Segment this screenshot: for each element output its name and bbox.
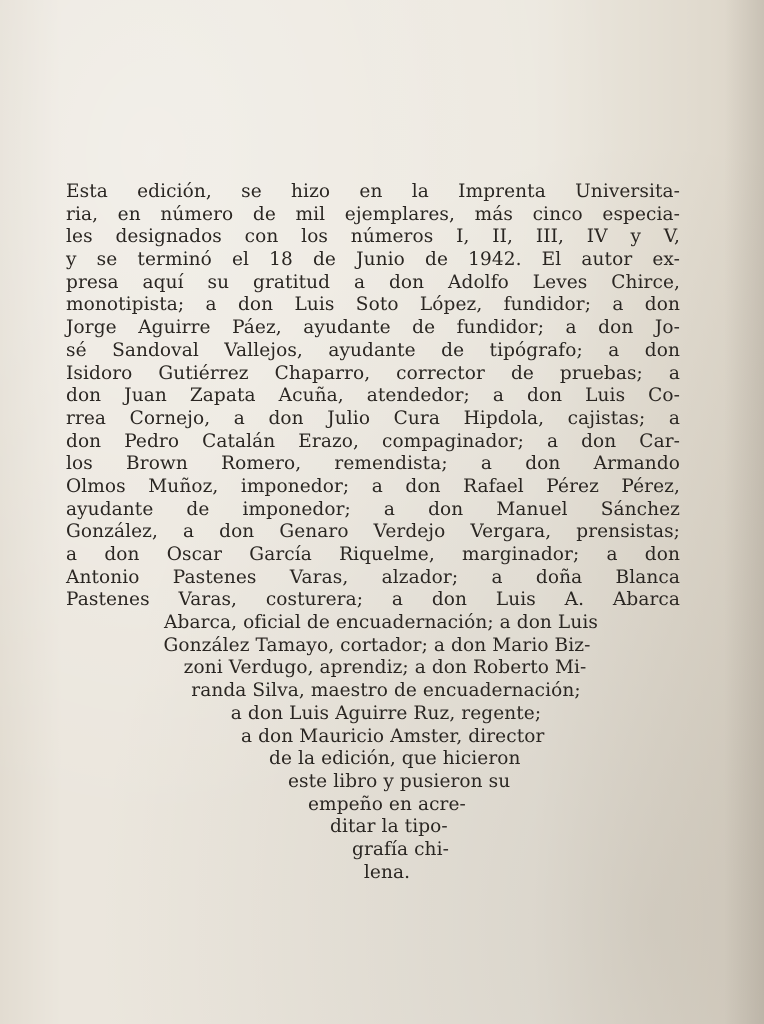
colophon-line: sé Sandoval Vallejos, ayudante de tipógrafo; a don	[66, 339, 680, 361]
colophon-line: ria, en número de mil ejemplares, más cinco especia-	[66, 203, 680, 225]
colophon-line: los Brown Romero, remendista; a don Armando	[66, 453, 680, 475]
colophon-line: de la edición, que hicieron	[269, 748, 521, 770]
colophon-line: a don Luis Aguirre Ruz, regente;	[230, 702, 542, 724]
colophon-line: empeño en acre-	[308, 793, 466, 815]
colophon-line: grafía chi-	[352, 838, 449, 860]
page-gutter-shadow	[724, 0, 764, 1024]
colophon-line: Antonio Pastenes Varas, alzador; a doña Blanca	[66, 566, 680, 588]
colophon-line: este libro y pusieron su	[288, 770, 511, 792]
colophon-line: presa aquí su gratitud a don Adolfo Leves Chirce,	[66, 271, 680, 293]
colophon-line: Pastenes Varas, costurera; a don Luis A. Abarca	[66, 589, 680, 611]
colophon-line: a don Oscar García Riquelme, marginador; a don	[66, 544, 680, 565]
colophon-line: don Pedro Catalán Erazo, compaginador; a don Car-	[66, 430, 680, 452]
colophon-line: Esta edición, se hizo en la Imprenta Universita-	[66, 181, 680, 202]
colophon-line: Abarca, oficial de encuadernación; a don Luis	[164, 612, 598, 634]
colophon-line: ditar la tipo-	[330, 816, 448, 838]
colophon-line: González, a don Genaro Verdejo Vergara, prensistas;	[66, 521, 680, 543]
colophon-line: a don Mauricio Amster, director	[241, 725, 545, 747]
colophon-text-block	[66, 181, 680, 884]
colophon-line: lena.	[363, 861, 411, 883]
colophon-line: Jorge Aguirre Páez, ayudante de fundidor; a don Jo-	[66, 317, 680, 339]
colophon-line: Isidoro Gutiérrez Chaparro, corrector de pruebas; a	[66, 362, 680, 384]
colophon-line: randa Silva, maestro de encuadernación;	[191, 680, 581, 702]
colophon-line: ayudante de imponedor; a don Manuel Sánchez	[66, 498, 680, 520]
colophon-line: les designados con los números I, II, III, IV y V,	[66, 226, 680, 248]
colophon-line: zoni Verdugo, aprendiz; a don Roberto Mi-	[183, 657, 587, 679]
colophon-line: rrea Cornejo, a don Julio Cura Hipdola, cajistas; a	[66, 407, 680, 429]
colophon-line: don Juan Zapata Acuña, atendedor; a don Luis Co-	[66, 385, 680, 407]
colophon-line: González Tamayo, cortador; a don Mario Biz-	[163, 634, 591, 656]
colophon-line: Olmos Muñoz, imponedor; a don Rafael Pérez Pérez,	[66, 475, 680, 497]
colophon-line: y se terminó el 18 de Junio de 1942. El autor ex-	[66, 249, 680, 271]
colophon-line: monotipista; a don Luis Soto López, fundidor; a don	[66, 294, 680, 316]
